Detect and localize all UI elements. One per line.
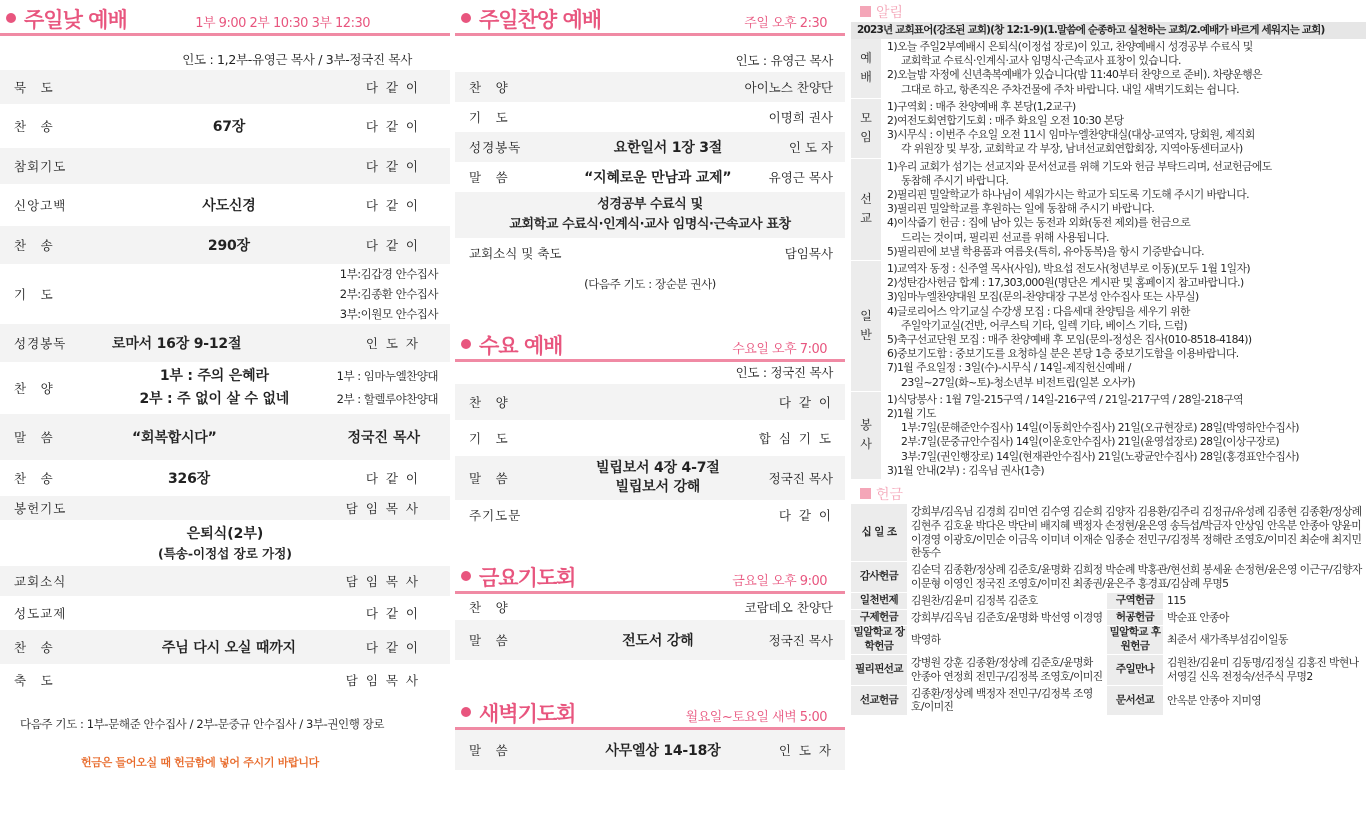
bullet-dot-icon <box>461 339 471 349</box>
section-title: 주일낮 예배 <box>24 8 127 32</box>
row-content: 67장 <box>212 119 246 135</box>
offering-header: 헌금 <box>851 482 1366 504</box>
order-row <box>455 420 845 456</box>
notice-section-label: 예 배 <box>851 39 881 98</box>
retirement-block: 은퇴식(2부) (특송-이정섭 장로 가정) <box>158 526 292 561</box>
offering-type: 문서선교 <box>1107 685 1163 716</box>
row-label: 말 씀 <box>469 633 509 648</box>
praise-order-list <box>455 72 845 192</box>
row-person: 담 임 목 사 <box>345 574 420 589</box>
order-row <box>0 226 450 264</box>
offering-type: 선교헌금 <box>851 685 907 716</box>
news-row: 교회소식 및 축도 담임목사 <box>469 246 833 261</box>
offering-names: 박순표 안종아 <box>1163 609 1366 626</box>
notice-header: 알림 <box>851 0 1366 22</box>
notice-section-label: 모 임 <box>851 99 881 158</box>
row-content: 전도서 강해 <box>622 633 694 649</box>
order-row <box>0 630 450 664</box>
next-week-prayer: (다음주 기도 : 장순분 권사) <box>584 277 716 291</box>
row-label: 찬 송 <box>14 238 54 253</box>
row-label: 교회소식 <box>14 574 67 589</box>
sunday-service-header <box>0 0 450 36</box>
reading-row: 성경봉독 로마서 16장 9-12절 인 도 자 <box>0 324 450 362</box>
row-person: 인 도 자 <box>788 140 833 155</box>
sunday-service-column <box>0 0 450 770</box>
choir-row: 찬 양 1부 : 주의 은혜라 2부 : 주 없이 살 수 없네 1부 : 임마누엘찬양대 2부 : 할렐루야찬양대 <box>14 368 438 407</box>
wednesday-sermon-row: 말 씀 빌립보서 4장 4-7절 빌립보서 강해 정국진 목사 <box>455 456 845 500</box>
offering-names: 김종환/정상례 백정자 전민구/김정복 조영호/이미진 <box>907 685 1107 716</box>
prayer-list: 1부:김갑경 안수집사 2부:김종환 안수집사 3부:이원모 안수집사 <box>339 267 438 321</box>
friday-service-header: 금요기도회 금요일 오후 9:00 <box>455 558 845 594</box>
service-times: 1부 9:00 2부 10:30 3부 12:30 <box>195 16 370 31</box>
order-row <box>455 72 845 102</box>
row-person: 아이노스 찬양단 <box>744 80 833 95</box>
order-row <box>0 184 450 226</box>
row-person: 다 같 이 <box>365 80 420 95</box>
order-row <box>0 664 450 696</box>
leader-line: 인도 : 정국진 목사 <box>735 365 833 380</box>
praise-service-header: 주일찬양 예배 주일 오후 2:30 <box>455 0 845 36</box>
offering-names: 강희부/김옥님 김경희 김미연 김수영 김순희 김양자 김용환/김주리 김정규/유성례 김종현 김종환/정상례 김현주 김호윤 박다은 박단비 배지혜 백정자 손정현/윤은영 송득섭/박금자 안상임 안옥분 안종아 양윤미 이경영 이광호/이민순 이금옥 이미녀 이재순 임종순 전민구/김정복 정해란 조영호/이미진 최순애 최지민 한동수 <box>907 504 1366 562</box>
offering-names: 김순덕 김종환/정상례 김준호/윤명화 김희정 박순례 박홍관/현선희 봉세윤 손정현/윤은영 이근구/김향자 이문형 이영인 정국진 조영호/이미진 최종권/윤은주 홍경표/김삼례 무명5 <box>907 562 1366 593</box>
row-person: 다 같 이 <box>778 395 833 410</box>
square-bullet-icon <box>860 488 871 499</box>
row-content: 290장 <box>207 238 250 254</box>
offering-row <box>851 685 1366 716</box>
offering-names: 김원찬/김윤미 김정복 김준호 <box>907 592 1107 609</box>
bullet-dot-icon <box>461 571 471 581</box>
notice-section-label: 일 반 <box>851 261 881 391</box>
offering-row <box>851 655 1366 686</box>
offering-type: 허공헌금 <box>1107 609 1163 626</box>
order-row <box>0 148 450 184</box>
dawn-row: 말 씀 사무엘상 14-18장 인 도 자 <box>455 730 845 770</box>
notice-section <box>851 261 1366 392</box>
wednesday-order-list <box>455 384 845 456</box>
offering-type: 필리핀선교 <box>851 655 907 686</box>
offering-names: 박영하 <box>907 626 1107 655</box>
offering-row <box>851 562 1366 593</box>
order-row <box>0 104 450 148</box>
row-person: 다 같 이 <box>365 159 420 174</box>
row-content: 요한일서 1장 3절 <box>613 140 723 156</box>
notice-section <box>851 99 1366 159</box>
bullet-dot-icon <box>461 13 471 23</box>
dawn-service-header: 새벽기도회 월요일~토요일 새벽 5:00 <box>455 694 845 730</box>
order-row <box>0 566 450 596</box>
row-label: 찬 송 <box>14 640 54 655</box>
row-person: 합 심 기 도 <box>758 431 833 446</box>
offering-type: 십 일 조 <box>851 504 907 562</box>
row-label: 신앙고백 <box>14 198 67 213</box>
next-week-prayer: 다음주 기도 : 1부-문해준 안수집사 / 2부-문중규 안수집사 / 3부-권인행 장로 <box>20 717 385 731</box>
order-list <box>0 70 450 264</box>
notice-section-body: 1)우리 교회가 섬기는 선교지와 문서선교를 위해 기도와 헌금 부탁드리며, 선교헌금에도 동참해 주시기 바랍니다. 2)필리핀 밀알학교가 하나님이 세워가시는 학교가 되도록 기도해 주시기 바랍니다. 3)필리핀 밀알학교를 후원하는 일에 동참해 주시기 바랍니다. 4)이삭줍기 헌금 : 집에 남아 있는 동전과 외화(동전 제외)를 헌금으로 드리는 것이며, 필리핀 선교를 위해 사용됩니다. 5)필리핀에 보낼 학용품과 여름옷(특히, 유아동복)을 항시 기증받습니다. <box>887 159 1272 258</box>
row-label: 기 도 <box>469 110 509 125</box>
wednesday-close-row: 주기도문 다 같 이 <box>469 508 833 523</box>
wednesday-service-header: 수요 예배 수요일 오후 7:00 <box>455 326 845 362</box>
notice-section-body: 1)오늘 주일2부예배시 은퇴식(이정섭 장로)이 있고, 찬양예배시 성경공부 수료식 및 교회학교 수료식·인계식·교사 임명식·근속교사 표창이 있습니다. 2)오늘밤 자정에 신년축복예배가 있습니다(밤 11:40부터 찬양으로 준비). 차량운행은 그대로 하고, 항존직은 주차건물에 주차 바랍니다. 내일 새벽기도회는 쉽니다. <box>887 40 1262 96</box>
row-label: 찬 양 <box>469 395 509 410</box>
sermon-row: 말 씀 “회복합시다” 정국진 목사 <box>0 414 450 460</box>
row-content: 주님 다시 오실 때까지 <box>161 640 296 656</box>
offering-names: 강희부/김옥님 김준호/윤명화 박선영 이경영 <box>907 609 1107 626</box>
row-person: 다 같 이 <box>365 198 420 213</box>
prayer-row <box>0 264 450 324</box>
church-motto: 2023년 교회표어(강조된 교회)(창 12:1-9)(1.말씀에 순종하고 실천하는 교회/2.예배가 바르게 세워지는 교회) <box>851 22 1366 39</box>
notice-section <box>851 159 1366 261</box>
offering-row <box>851 504 1366 562</box>
square-bullet-icon <box>860 6 871 17</box>
notice-column <box>851 0 1366 716</box>
offering-type: 구제헌금 <box>851 609 907 626</box>
row-label: 성경봉독 <box>469 140 522 155</box>
row-person: 다 같 이 <box>365 640 420 655</box>
notice-section-body: 1)식당봉사 : 1월 7일-215구역 / 14일-216구역 / 21일-217구역 / 28일-218구역 2)1월 기도 1부:7일(문해준안수집사) 14일(이동희안수집사) 21일(오규현장로) 28일(박영하안수집사) 2부:7일(문중규안수집사) 14일(이운호안수집사) 21일(윤영섭장로) 28일(이상구장로) 3부:7일(권인행장로) 14일(현재관안수집사) 21일(노광균안수집사) 28일(홍경표안수집사) 3)1월 안내(2부) : 김옥님 권사(1층) <box>887 392 1299 477</box>
notice-sections <box>851 39 1366 480</box>
order-row <box>455 102 845 132</box>
notice-section-label: 선 교 <box>851 159 881 260</box>
row-content: 사도신경 <box>202 198 256 214</box>
row-label: 묵 도 <box>14 80 54 95</box>
offering-names: 강병원 강훈 김종환/정상례 김준호/윤명화 안종아 연정희 전민구/김정복 조영호/이미진 <box>907 655 1107 686</box>
offering-row: 봉헌기도 담 임 목 사 <box>0 496 450 520</box>
offering-row <box>851 609 1366 626</box>
order-row <box>455 384 845 420</box>
offering-table <box>851 504 1366 716</box>
notice-section <box>851 392 1366 480</box>
row-label: 성도교제 <box>14 606 67 621</box>
offering-type: 구역헌금 <box>1107 592 1163 609</box>
bullet-dot-icon <box>461 707 471 717</box>
order-row <box>455 162 845 192</box>
notice-section-body: 1)교역자 동정 : 신주열 목사(사임), 박요섭 전도사(청년부로 이동)(모두 1월 1일자) 2)성탄감사헌금 합계 : 17,303,000원(명단은 게시판 및 홈페이지 참고바랍니다.) 3)임마누엘찬양대원 모집(문의-찬양대장 구본성 안수집사 또는 사무실) 4)글로리어스 악기교실 수강생 모집 : 다음세대 찬양팀을 세우기 위한 주일악기교실(건반, 어쿠스틱 기타, 일렉 기타, 베이스 기타, 드럼) 5)축구선교단원 모집 : 매주 찬양예배 후 모임(문의-정성은 집사(010-8518-4184)) 6)중보기도함 : 중보기도를 요청하실 분은 본당 1층 중보기도함을 이용바랍니다. 7)1월 주요일정 : 3일(수)-시무식 / 14일-제직헌신예배 / 23일~27일(화~토)-청소년부 비전트립(일본 오사카) <box>887 262 1252 389</box>
afternoon-services-column <box>455 0 845 770</box>
offering-names: 안옥분 안종아 지미영 <box>1163 685 1366 716</box>
order-row <box>455 620 845 660</box>
leader-line: 인도 : 유영근 목사 <box>735 53 833 68</box>
row-person: 담 임 목 사 <box>345 673 420 688</box>
order-row <box>0 70 450 104</box>
row-person: 이명희 권사 <box>768 110 833 125</box>
offering-row <box>851 592 1366 609</box>
order-list-2 <box>0 566 450 696</box>
offering-names: 최준서 새가족부섬김이일동 <box>1163 626 1366 655</box>
notice-section <box>851 39 1366 99</box>
row-person: 다 같 이 <box>365 119 420 134</box>
row-label: 찬 송 <box>14 119 54 134</box>
bullet-dot-icon <box>6 13 16 23</box>
row-person: 정국진 목사 <box>768 633 833 648</box>
row-label: 참회기도 <box>14 159 67 174</box>
offering-names: 김원찬/김윤미 김동명/김정실 김홍진 박현나 서영길 신옥 전정숙/선주식 무명2 <box>1163 655 1366 686</box>
row-person: 다 같 이 <box>365 606 420 621</box>
offering-type: 주일만나 <box>1107 655 1163 686</box>
notice-section-label: 봉 사 <box>851 392 881 479</box>
order-row <box>455 594 845 620</box>
row-person: 다 같 이 <box>365 238 420 253</box>
offering-type: 일천번제 <box>851 592 907 609</box>
row-label: 축 도 <box>14 673 54 688</box>
offering-row <box>851 626 1366 655</box>
row-person: 유영근 목사 <box>768 170 833 185</box>
offering-names: 115 <box>1163 592 1366 609</box>
leader-line: 인도 : 1,2부-유영근 목사 / 3부-정국진 목사 <box>182 52 412 67</box>
ceremony-row: 성경공부 수료식 및 교회학교 수료식·인계식·교사 임명식·근속교사 표창 <box>455 192 845 238</box>
row-label: 말 씀 <box>469 170 509 185</box>
offering-type: 감사헌금 <box>851 562 907 593</box>
friday-order-list <box>455 594 845 660</box>
hymn-row: 찬 송 326장 다 같 이 <box>14 471 420 487</box>
offering-type: 밀알학교 후원헌금 <box>1107 626 1163 655</box>
row-content: “지혜로운 만남과 교제” <box>584 170 732 186</box>
order-row <box>455 132 845 162</box>
row-label: 찬 양 <box>469 600 509 615</box>
row-label: 기 도 <box>14 287 54 302</box>
row-label: 기 도 <box>469 431 509 446</box>
notice-section-body: 1)구역회 : 매주 찬양예배 후 본당(1,2교구) 2)여전도회연합기도회 : 매주 화요일 오전 10:30 본당 3)시무식 : 이번주 수요일 오전 11시 임마누엘찬양대실(대상-교역자, 당회원, 제직회 각 위원장 및 부장, 교회학교 각 부장, 남녀선교회연합회장, 지역아동센터교사) <box>887 99 1255 156</box>
row-label: 찬 양 <box>469 80 509 95</box>
offering-type: 밀알학교 장학헌금 <box>851 626 907 655</box>
order-row <box>0 596 450 630</box>
offering-note: 헌금은 들어오실 때 헌금함에 넣어 주시기 바랍니다 <box>80 756 320 769</box>
row-person: 코람데오 찬양단 <box>744 600 833 615</box>
